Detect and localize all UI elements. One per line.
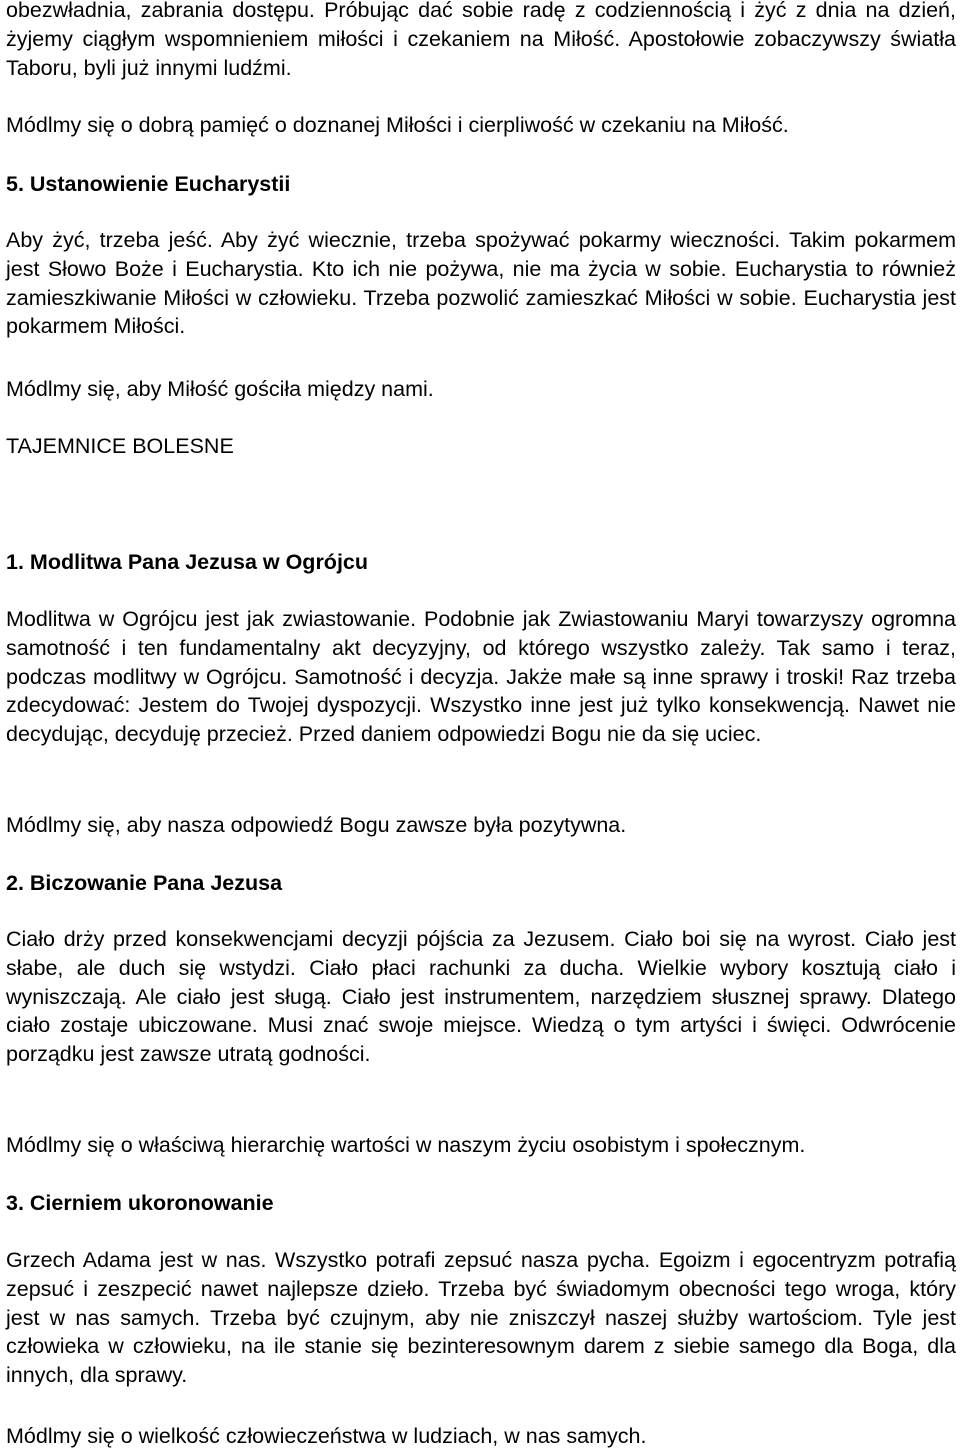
bolesne-3-prayer: Módlmy się o wielkość człowieczeństwa w ludziach, w nas samych. [6, 1424, 647, 1448]
section-5-paragraph: Aby żyć, trzeba jeść. Aby żyć wiecznie, trzeba spożywać pokarmy wieczności. Takim pokarmem jest Słowo Boże i Eucharystia. Kto ich nie pożywa, nie ma życia w sobie. Eucharystia to również zamieszkiwanie Miłości w człowieku. Trzeba pozwolić zamieszkać Miłości w sobie. Eucharystia jest pokarmem Miłości. [6, 228, 956, 339]
section-5-prayer: Módlmy się, aby Miłość gościła między nami. [6, 377, 434, 401]
bolesne-3-heading: 3. Cierniem ukoronowanie [6, 1191, 274, 1215]
bolesne-3-paragraph: Grzech Adama jest w nas. Wszystko potrafi zepsuć nasza pycha. Egoizm i egocentryzm potrafią zepsuć i zeszpecić nawet najlepsze dzieło. Trzeba być świadomym obecności tego wroga, który jest w nas samych. Trzeba być czujnym, aby nie zniszczył naszej służby wartościom. Tyle jest człowieka w człowieku, na ile stanie się bezinteresownym darem z siebie samego dla Boga, dla innych, dla sprawy. [6, 1248, 956, 1388]
section-5-heading: 5. Ustanowienie Eucharystii [6, 172, 291, 196]
intro-paragraph: obezwładnia, zabrania dostępu. Próbując dać sobie radę z codziennością i żyć z dnia na dzień, żyjemy ciągłym wspomnieniem miłości i czekaniem na Miłość. Apostołowie zobaczywszy światła Taboru, byli już innymi ludźmi. [6, 0, 956, 80]
part-title: TAJEMNICE BOLESNE [6, 434, 234, 458]
bolesne-2-paragraph: Ciało drży przed konsekwencjami decyzji pójścia za Jezusem. Ciało boi się na wyrost. Ciało jest słabe, ale duch się wstydzi. Ciało płaci rachunki za ducha. Wielkie wybory kosztują ciało i wyniszczają. Ale ciało jest sługą. Ciało jest instrumentem, narzędziem słusznej sprawy. Dlatego ciało zostaje ubiczowane. Musi znać swoje miejsce. Wiedzą o tym artyści i święci. Odwrócenie porządku jest zawsze utratą godności. [6, 927, 956, 1067]
bolesne-1-prayer: Módlmy się, aby nasza odpowiedź Bogu zawsze była pozytywna. [6, 813, 627, 837]
intro-prayer: Módlmy się o dobrą pamięć o doznanej Miłości i cierpliwość w czekaniu na Miłość. [6, 113, 789, 137]
bolesne-2-heading: 2. Biczowanie Pana Jezusa [6, 871, 283, 895]
bolesne-2-prayer: Módlmy się o właściwą hierarchię wartości w naszym życiu osobistym i społecznym. [6, 1133, 806, 1157]
bolesne-1-heading: 1. Modlitwa Pana Jezusa w Ogrójcu [6, 550, 369, 574]
bolesne-1-paragraph: Modlitwa w Ogrójcu jest jak zwiastowanie. Podobnie jak Zwiastowaniu Maryi towarzyszy ogromna samotność i ten fundamentalny akt decyzyjny, od którego wszystko zależy. Tak samo i teraz, podczas modlitwy w Ogrójcu. Samotność i decyzja. Jakże małe są inne sprawy i troski! Raz trzeba zdecydować: Jestem do Twojej dyspozycji. Wszystko inne jest już tylko konsekwencją. Nawet nie decydując, decyduję przecież. Przed daniem odpowiedzi Bogu nie da się uciec. [6, 607, 956, 747]
